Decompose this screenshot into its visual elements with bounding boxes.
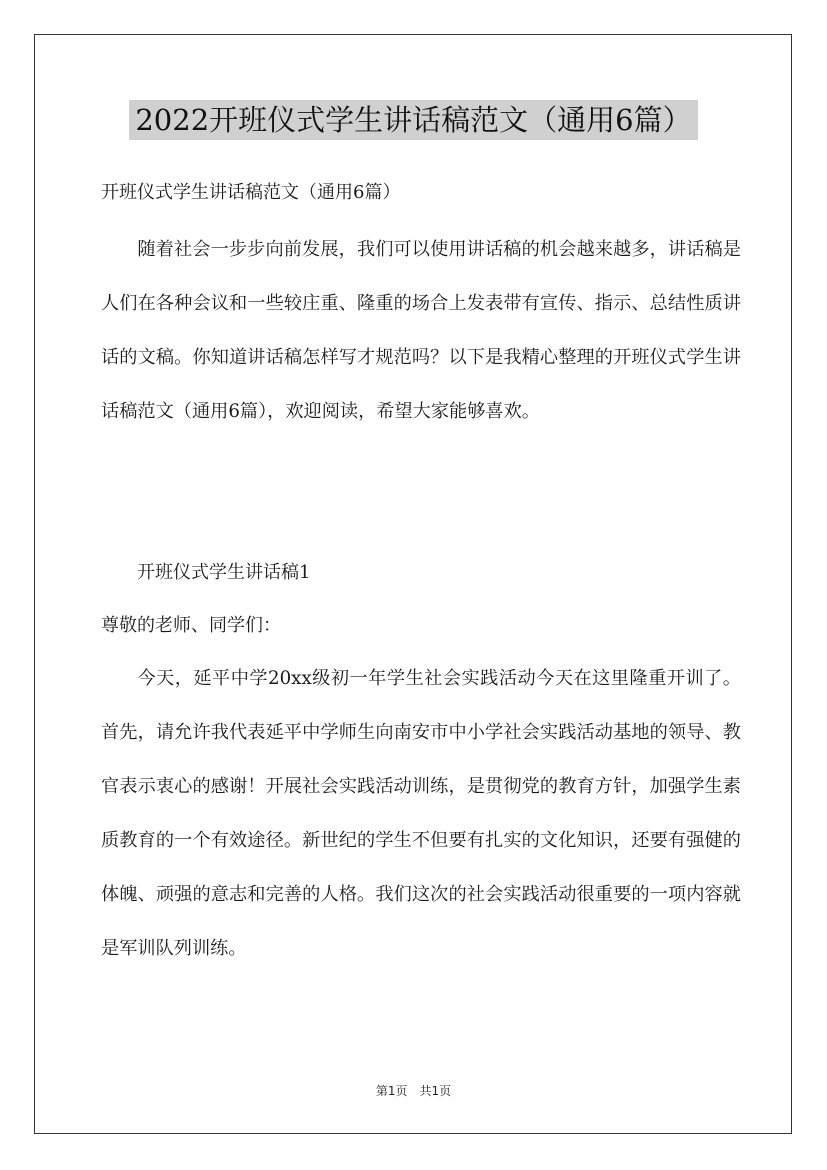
intro-paragraph: 随着社会一步步向前发展，我们可以使用讲话稿的机会越来越多，讲话稿是人们在各种会议和一些较庄重、隆重的场合上发表带有宣传、指示、总结性质讲话的文稿。你知道讲话稿怎样写才规范吗？以下是我精心整理的开班仪式学生讲话稿范文（通用6篇），欢迎阅读，希望大家能够喜欢。 xyxy=(101,239,741,422)
body-paragraph: 今天，延平中学20xx级初一年学生社会实践活动今天在这里隆重开训了。首先，请允许我代表延平中学师生向南安市中小学社会实践活动基地的领导、教官表示衷心的感谢！开展社会实践活动训练，是贯彻党的教育方针，加强学生素质教育的一个有效途径。新世纪的学生不但要有扎实的文化知识，还要有强健的体魄、顽强的意志和完善的人格。我们这次的社会实践活动很重要的一项内容就是军训队列训练。 xyxy=(101,668,741,959)
salutation: 尊敬的老师、同学们： xyxy=(101,615,281,636)
section-heading: 开班仪式学生讲话稿1 xyxy=(137,562,311,583)
page-footer: 第1页 共1页 xyxy=(375,1084,452,1098)
document-subtitle: 开班仪式学生讲话稿范文（通用6篇） xyxy=(101,182,401,203)
title-container xyxy=(0,100,827,140)
document-title: 2022开班仪式学生讲话稿范文（通用6篇） xyxy=(129,100,697,140)
